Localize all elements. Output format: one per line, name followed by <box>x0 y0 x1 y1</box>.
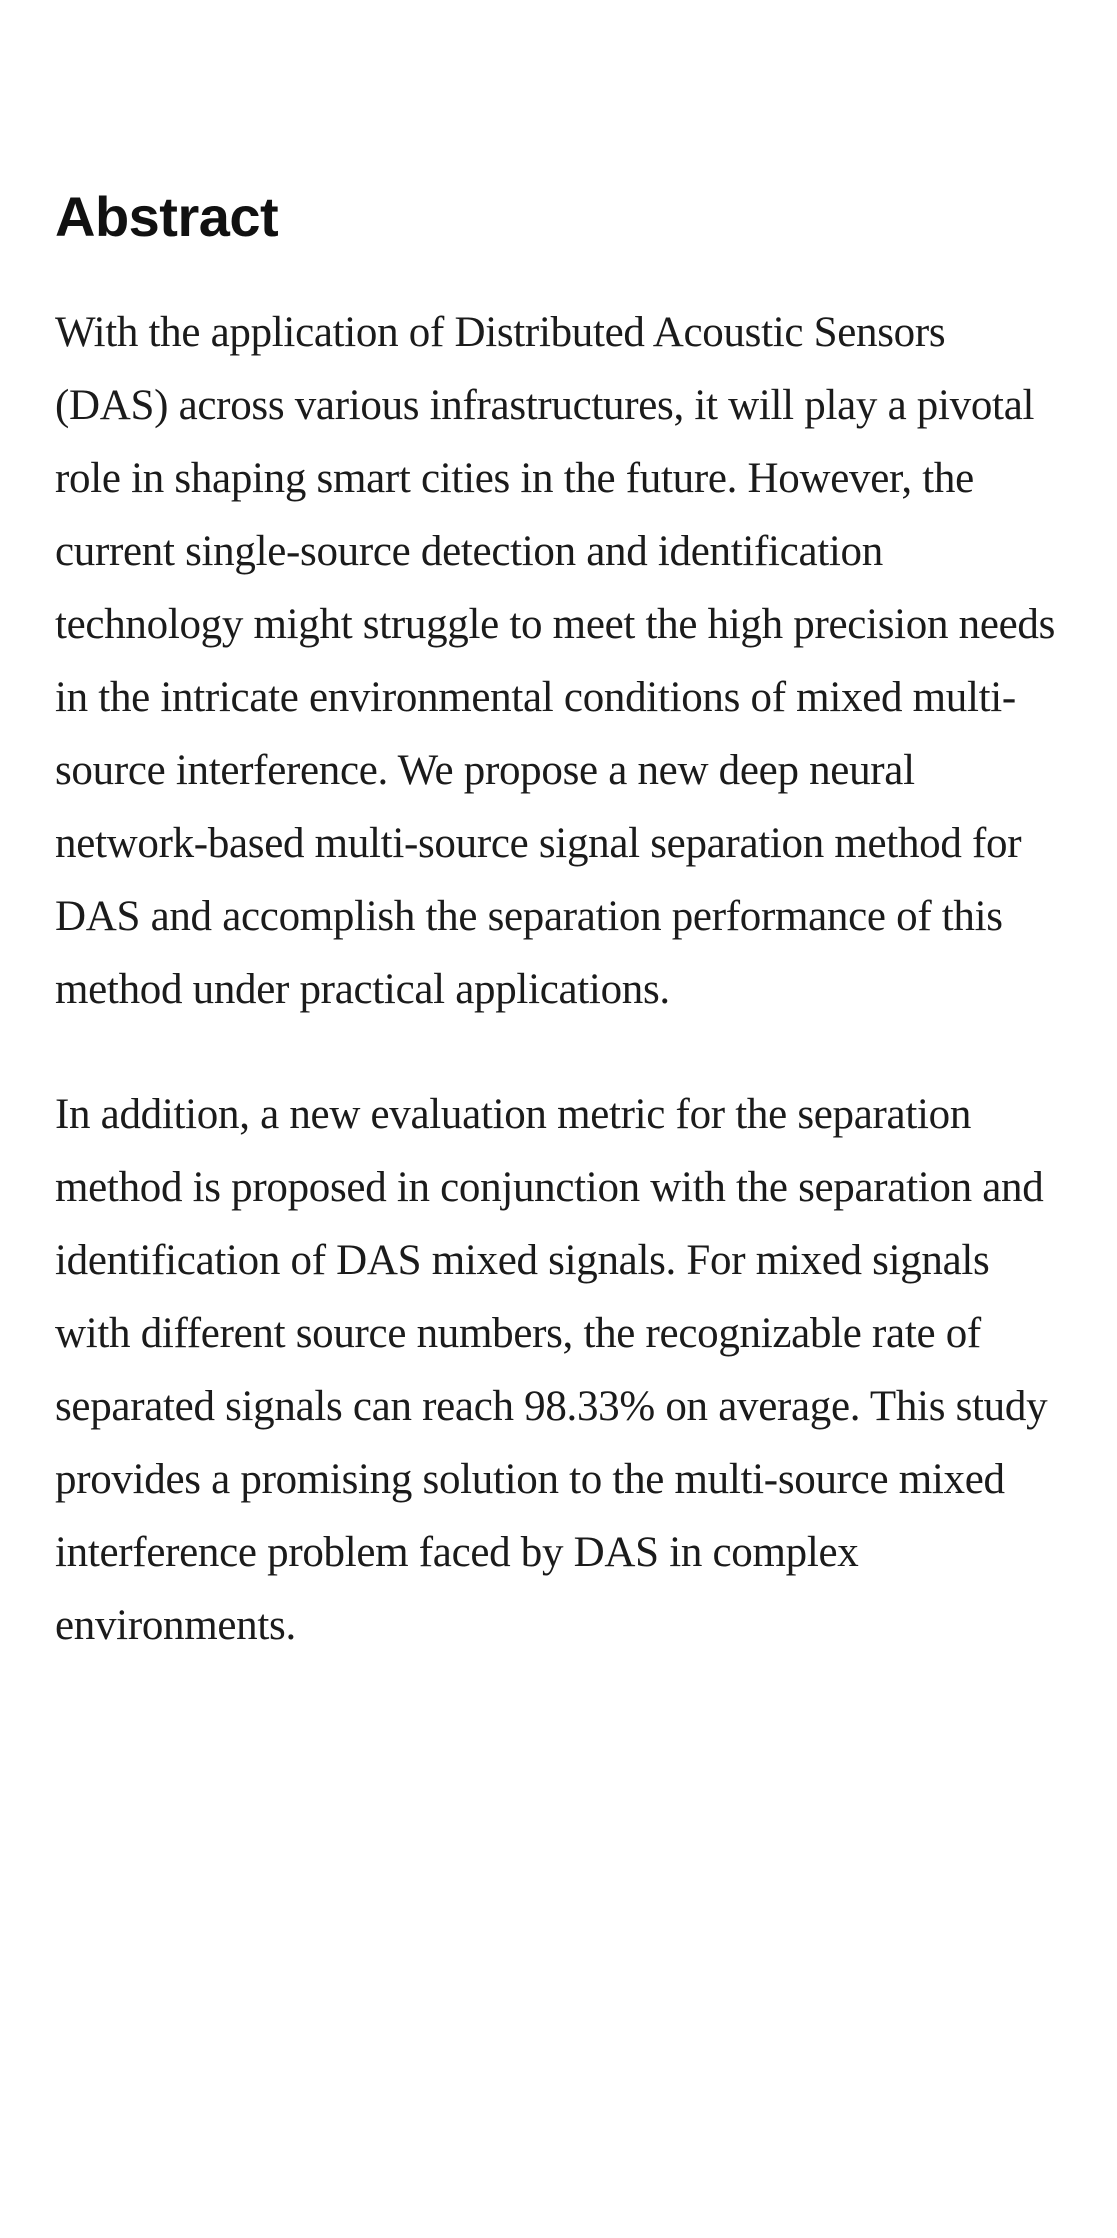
abstract-paragraph-1: With the application of Distributed Acoustic Sensors (DAS) across various infrastructures, it will play a pivotal role in shaping smart cities in the future. However, the current single-source detection and identification technology might struggle to meet the high precision needs in the intricate environmental conditions of mixed multi-source interference. We propose a new deep neural network-based multi-source signal separation method for DAS and accomplish the separation performance of this method under practical applications. <box>55 308 1056 1013</box>
abstract-heading: Abstract <box>55 185 279 248</box>
abstract-paragraph-2: In addition, a new evaluation metric for the separation method is proposed in conjunction with the separation and identification of DAS mixed signals. For mixed signals with different source numbers, the recognizable rate of separated signals can reach 98.33% on average. This study provides a promising solution to the multi-source mixed interference problem faced by DAS in complex environments. <box>55 1090 1048 1649</box>
